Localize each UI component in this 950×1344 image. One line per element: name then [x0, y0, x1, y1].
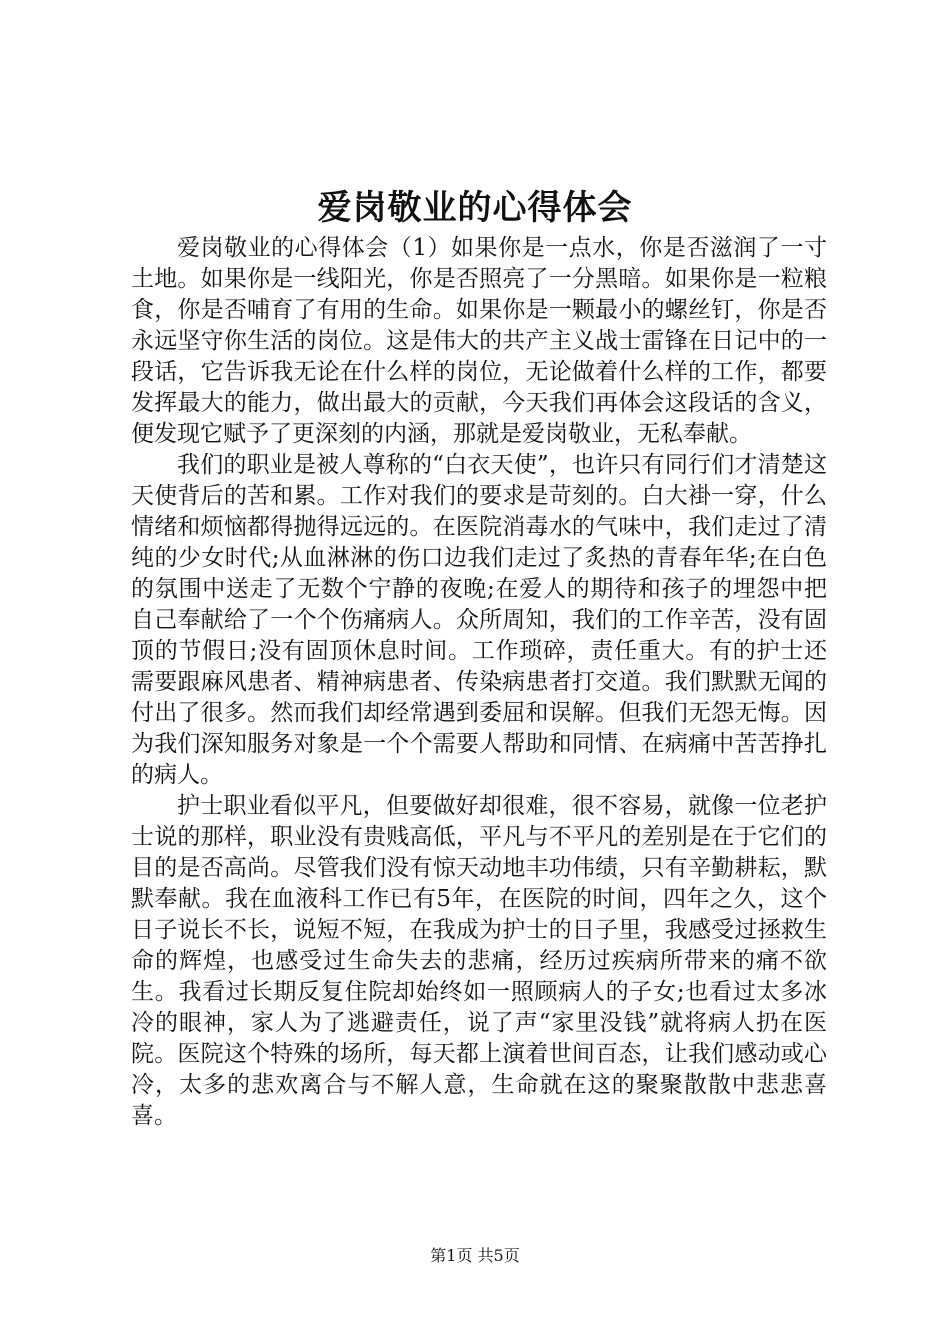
- paragraph-1: 爱岗敬业的心得体会（1）如果你是一点水，你是否滋润了一寸土地。如果你是一线阳光，你是否照亮了一分黑暗。如果你是一粒粮食，你是否哺育了有用的生命。如果你是一颗最小的螺丝钉，你是否永远坚守你生活的岗位。这是伟大的共产主义战士雷锋在日记中的一段话，它告诉我无论在什么样的岗位，无论做着什么样的工作，都要发挥最大的能力，做出最大的贡献，今天我们再体会这段话的含义，便发现它赋予了更深刻的内涵，那就是爱岗敬业，无私奉献。: [131, 235, 827, 447]
- paragraph-2: 我们的职业是被人尊称的“白衣天使”，也许只有同行们才清楚这天使背后的苦和累。工作对我们的要求是苛刻的。白大褂一穿，什么情绪和烦恼都得抛得远远的。在医院消毒水的气味中，我们走过了清纯的少女时代;从血淋淋的伤口边我们走过了炙热的青春年华;在白色的氛围中送走了无数个宁静的夜晚;在爱人的期待和孩子的埋怨中把自己奉献给了一个个伤痛病人。众所周知，我们的工作辛苦，没有固顶的节假日;没有固顶休息时间。工作琐碎，责任重大。有的护士还需要跟麻风患者、精神病患者、传染病患者打交道。我们默默无闻的付出了很多。然而我们却经常遇到委屈和误解。但我们无怨无悔。因为我们深知服务对象是一个个需要人帮助和同情、在病痛中苦苦挣扎的病人。: [131, 452, 827, 788]
- page-number-footer: 第1页 共5页: [430, 1246, 520, 1265]
- paragraph-3: 护士职业看似平凡，但要做好却很难，很不容易，就像一位老护士说的那样，职业没有贵贱高低，平凡与不平凡的差别是在于它们的目的是否高尚。尽管我们没有惊天动地丰功伟绩，只有辛勤耕耘，默默奉献。我在血液科工作已有5年，在医院的时间，四年之久，这个日子说长不长，说短不短，在我成为护士的日子里，我感受过拯救生命的辉煌，也感受过生命失去的悲痛，经历过疾病所带来的痛不欲生。我看过长期反复住院却始终如一照顾病人的子女;也看过太多冰冷的眼神，家人为了逃避责任，说了声“家里没钱”就将病人扔在医院。医院这个特殊的场所，每天都上演着世间百态，让我们感动或心冷，太多的悲欢离合与不解人意，生命就在这的聚聚散散中悲悲喜喜。: [131, 793, 827, 1129]
- page-title: 爱岗敬业的心得体会: [317, 188, 633, 228]
- document-body: [131, 233, 827, 1132]
